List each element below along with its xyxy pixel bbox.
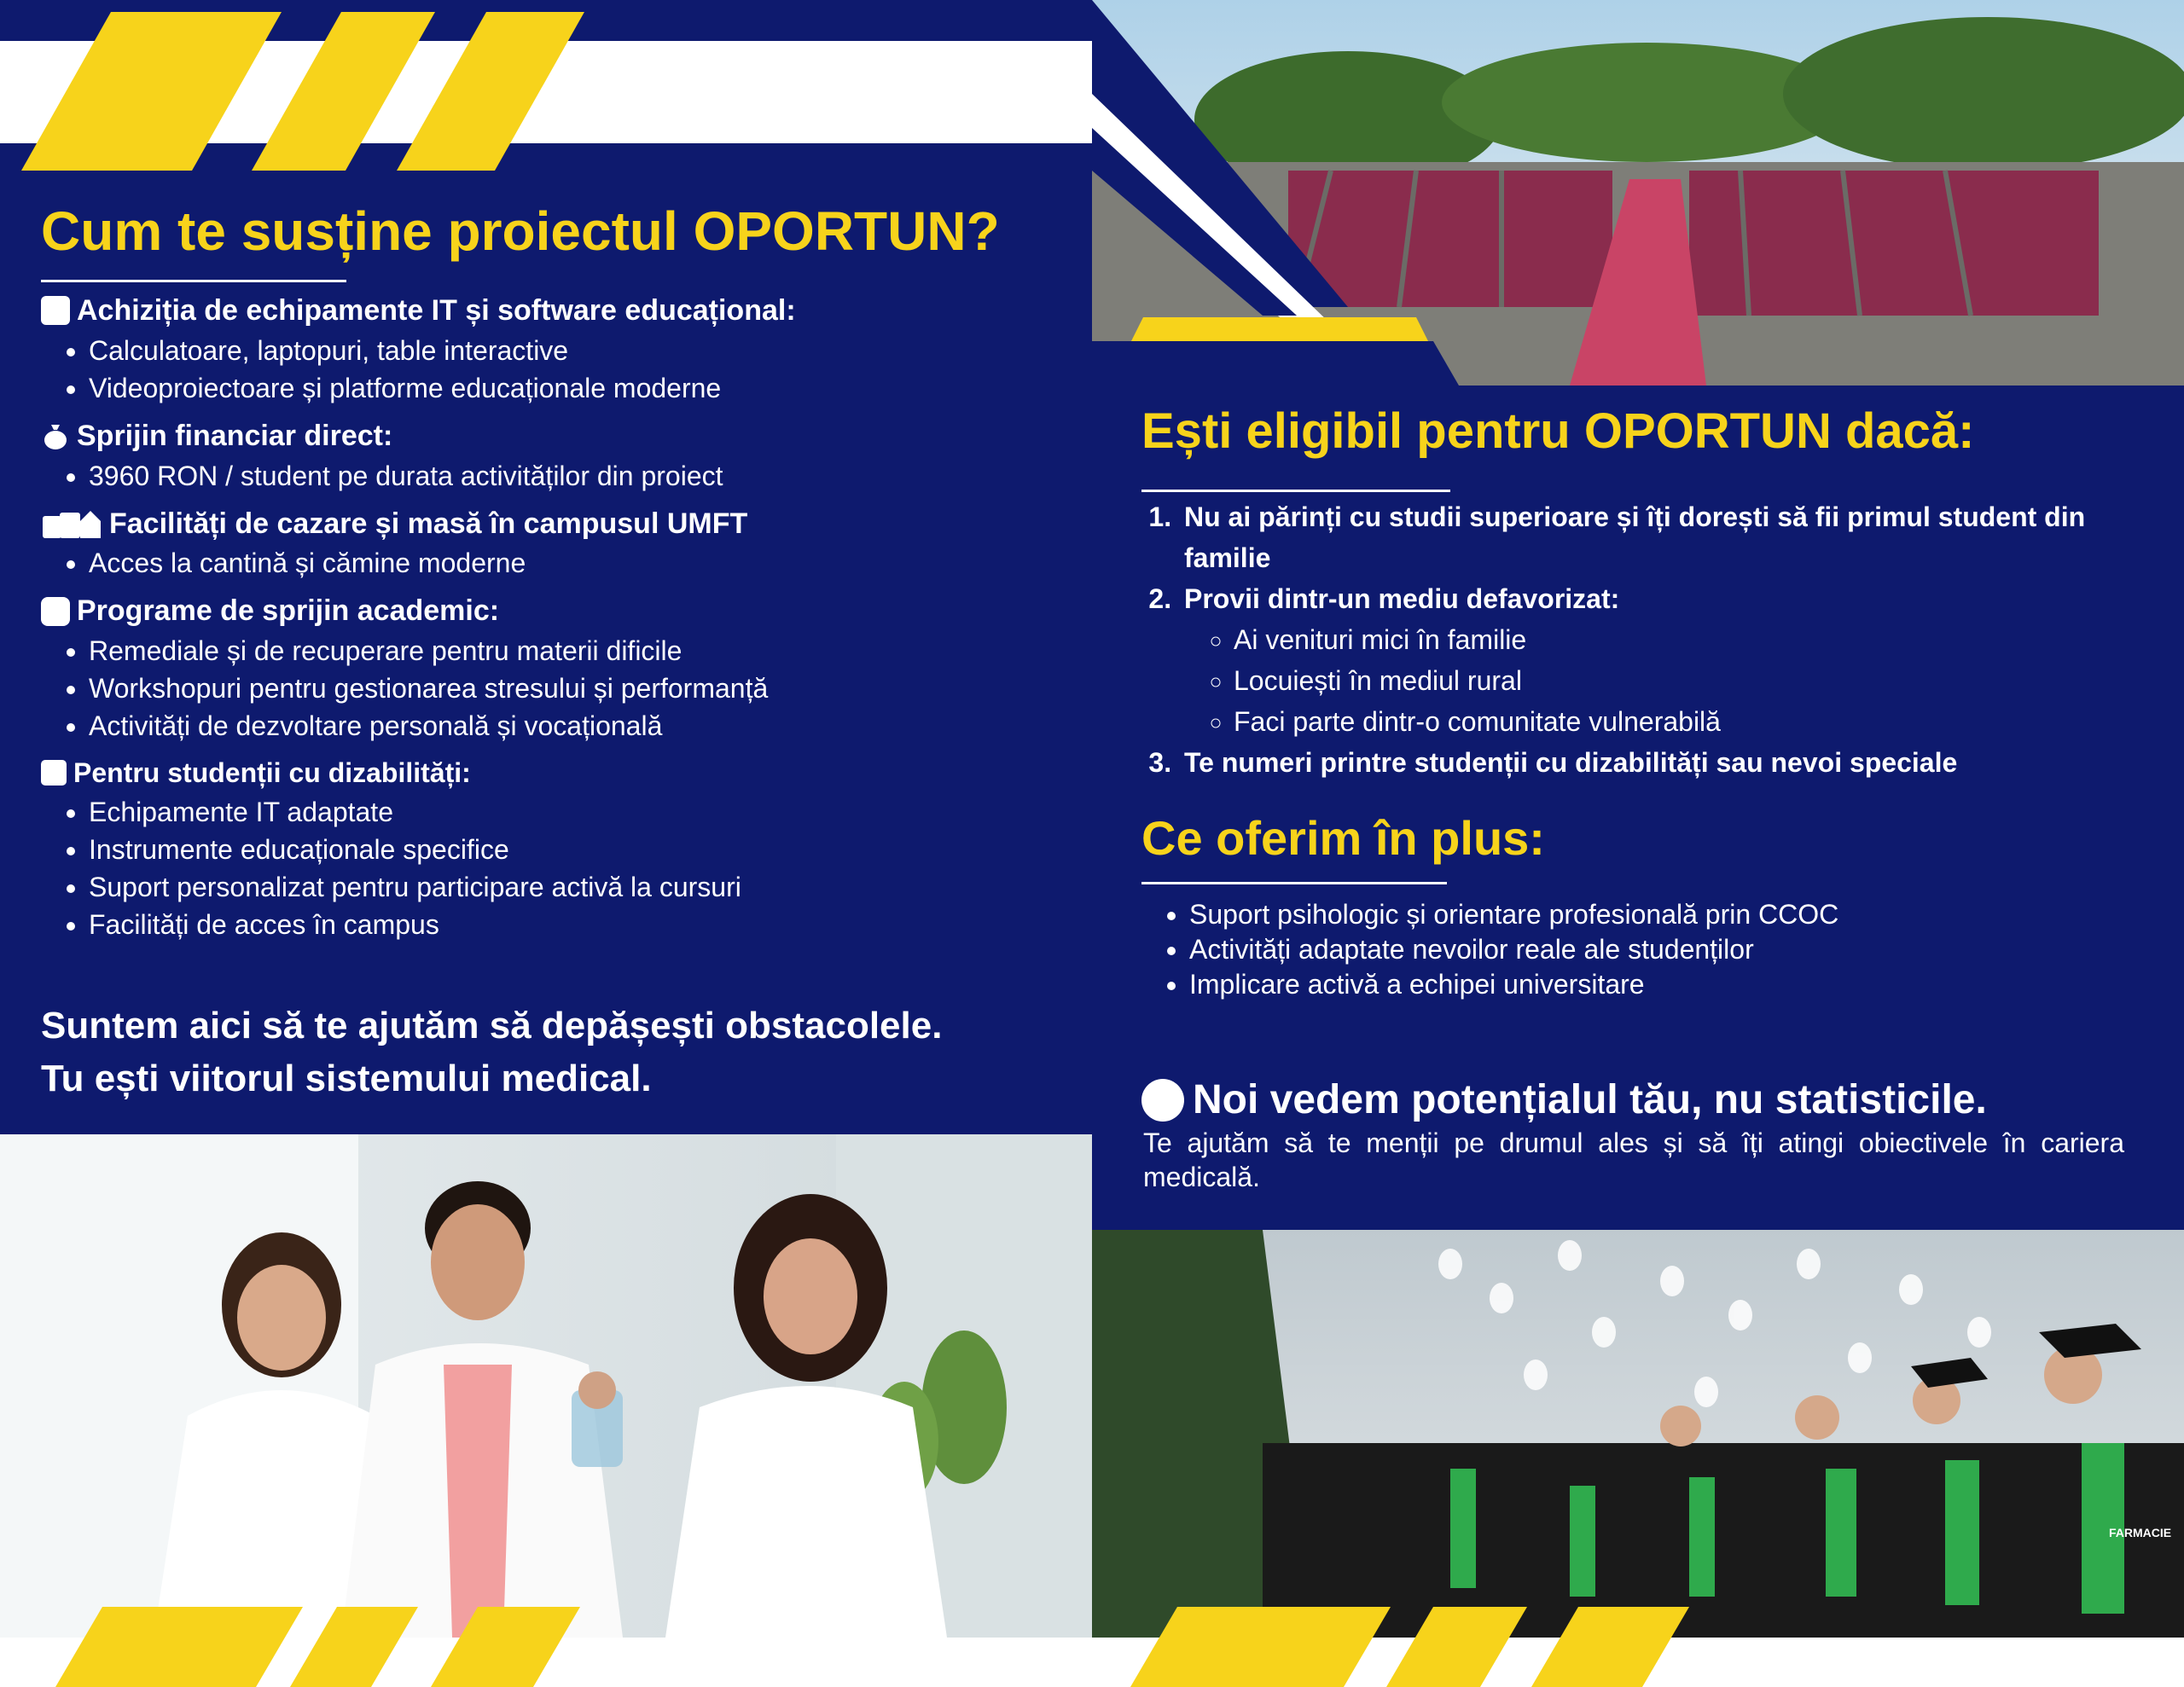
section-list xyxy=(41,332,1065,407)
section-heading: Pentru studenții cu dizabilități: xyxy=(73,757,471,789)
closing-line-2: Tu ești viitorul sistemului medical. xyxy=(41,1058,652,1099)
students-lab-illustration xyxy=(0,1134,1092,1638)
students-lab-photo xyxy=(0,1134,1092,1638)
eligibility-title: Ești eligibil pentru OPORTUN dacă: xyxy=(1141,403,1975,459)
section-heading: Facilități de cazare și masă în campusul UMFT xyxy=(109,507,748,540)
tagline-sub: Te ajutăm să te menții pe drumul ales și să îți atingi obiectivele în cariera medicală. xyxy=(1143,1128,2124,1192)
section-disabilities xyxy=(41,757,1065,942)
section-list xyxy=(41,793,1065,943)
graduates-celebration-illustration xyxy=(1092,1230,2184,1638)
eligibility-list-wrap xyxy=(1141,496,2148,783)
list-item: • Activități adaptate nevoilor reale ale studenților xyxy=(1189,932,2184,967)
section-list xyxy=(41,632,1065,745)
extra-list xyxy=(1141,897,2184,1002)
stripe-1 xyxy=(55,1607,303,1687)
bottom-left-stripes xyxy=(0,1607,1092,1687)
circle-icon xyxy=(1141,1079,1184,1122)
stripe-2 xyxy=(290,1607,418,1687)
graduates-celebration-photo xyxy=(1092,1230,2184,1638)
extra-title-underline xyxy=(1141,882,1447,884)
stripe-3 xyxy=(431,1607,580,1687)
stripe-2 xyxy=(252,12,435,171)
bottom-right-stripes xyxy=(1092,1607,2184,1687)
section-list xyxy=(41,457,1065,495)
eligibility-sublist xyxy=(1184,619,2148,742)
list-item: • Acces la cantină și cămine moderne xyxy=(89,544,1065,582)
section-financial xyxy=(41,419,1065,495)
list-item: ◦ Faci parte dintr-o comunitate vulnerabilă xyxy=(1234,701,2148,742)
list-item: • Calculatoare, laptopuri, table interactive xyxy=(89,332,1065,369)
list-item: • Workshopuri pentru gestionarea stresului și performanță xyxy=(89,670,1065,707)
list-item: • Suport personalizat pentru participare activă la cursuri xyxy=(89,868,1065,906)
eligibility-item: 2. Provii dintr-un mediu defavorizat: ◦ Ai venituri mici în familie ◦ Locuiești în mediul rural ◦ Faci parte dintr-o comunitate vulnerabilă xyxy=(1179,578,2148,742)
tagline-row xyxy=(1141,1076,2165,1123)
eligibility-item: 1. Nu ai părinți cu studii superioare și îți dorești să fii primul student din familie xyxy=(1179,496,2148,578)
section-housing xyxy=(41,507,1065,583)
list-item: • Videoproiectoare și platforme educaționale moderne xyxy=(89,369,1065,407)
section-list xyxy=(41,544,1065,582)
list-item: • Facilități de acces în campus xyxy=(89,906,1065,943)
graduation-ceremony-photo xyxy=(1092,0,2184,386)
square-icon xyxy=(41,597,70,626)
list-item: • Echipamente IT adaptate xyxy=(89,793,1065,831)
section-heading: Programe de sprijin academic: xyxy=(77,594,500,628)
top-left-stripes xyxy=(0,0,1092,179)
section-it-equipment xyxy=(41,293,1065,407)
money-bag-icon xyxy=(41,421,70,450)
list-item: • Remediale și de recuperare pentru materii dificile xyxy=(89,632,1065,670)
stripe-3 xyxy=(397,12,584,171)
square-icon xyxy=(41,296,70,325)
graduation-ceremony-illustration xyxy=(1092,0,2184,386)
stripe-3 xyxy=(1531,1607,1689,1687)
support-sections xyxy=(41,290,1065,943)
section-academic xyxy=(41,594,1065,745)
eligibility-list xyxy=(1141,496,2148,783)
list-item: • Suport psihologic și orientare profesională prin CCOC xyxy=(1189,897,2184,932)
stripe-1 xyxy=(21,12,282,171)
square-icon xyxy=(41,760,67,786)
extra-title: Ce oferim în plus: xyxy=(1141,811,1545,865)
farmacie-banner-text: FARMACIE xyxy=(2109,1526,2172,1539)
list-item: • Instrumente educaționale specifice xyxy=(89,831,1065,868)
tagline: Noi vedem potențialul tău, nu statisticile. xyxy=(1193,1077,1987,1122)
list-item: • 3960 RON / student pe durata activităților din proiect xyxy=(89,457,1065,495)
section-heading: Sprijin financiar direct: xyxy=(77,419,393,452)
list-item: • Activități de dezvoltare personală și vocațională xyxy=(89,707,1065,745)
closing-line-1: Suntem aici să te ajutăm să depășești obstacolele. xyxy=(41,1005,943,1046)
eligibility-item: 3. Te numeri printre studenții cu dizabilități sau nevoi speciale xyxy=(1179,742,2148,783)
buildings-icon xyxy=(41,509,102,538)
stripe-2 xyxy=(1386,1607,1527,1687)
stripe-1 xyxy=(1130,1607,1391,1687)
closing-statement xyxy=(41,1000,1065,1105)
left-title-underline xyxy=(41,280,346,282)
list-item: ◦ Ai venituri mici în familie xyxy=(1234,619,2148,660)
eligibility-title-underline xyxy=(1141,490,1450,492)
list-item: • Implicare activă a echipei universitare xyxy=(1189,967,2184,1002)
list-item: ◦ Locuiești în mediul rural xyxy=(1234,660,2148,701)
left-title: Cum te susține proiectul OPORTUN? xyxy=(41,200,1000,262)
section-heading: Achiziția de echipamente IT și software educațional: xyxy=(77,294,796,327)
